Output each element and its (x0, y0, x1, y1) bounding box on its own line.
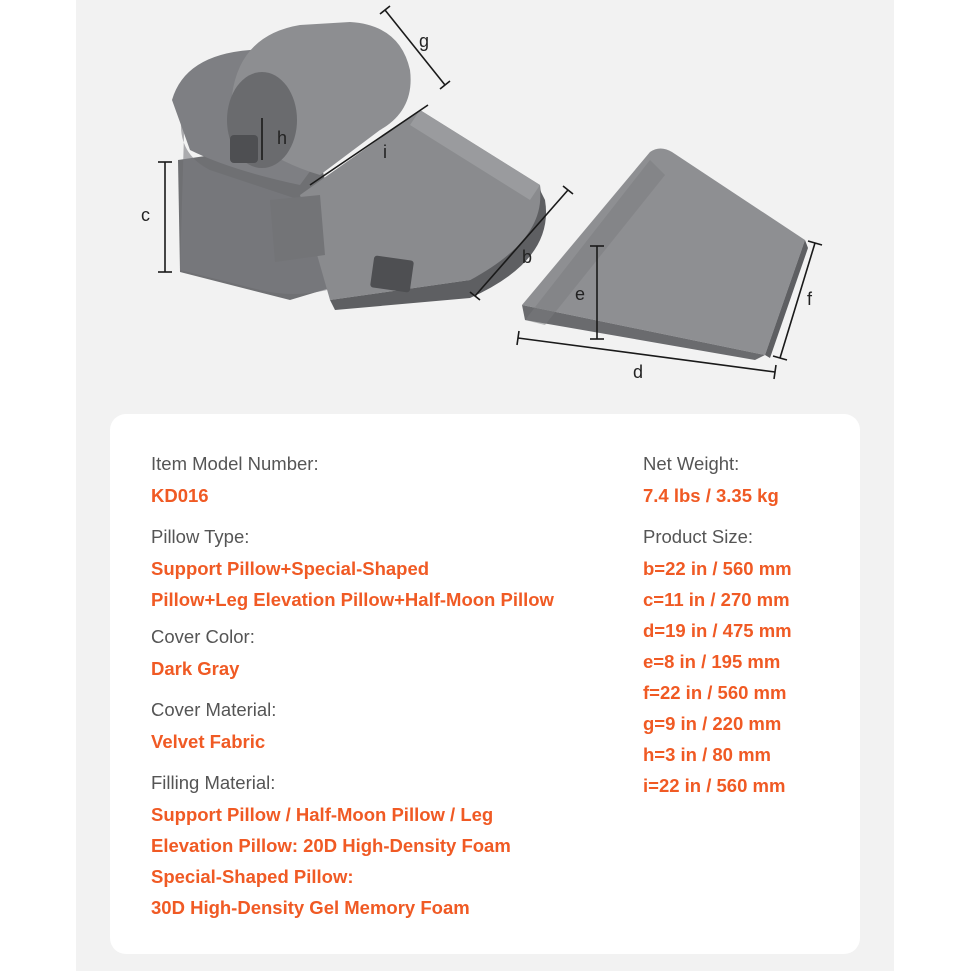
filling-material-value (151, 799, 621, 923)
dim-label-b: b (522, 247, 533, 267)
pillow-type-value (151, 553, 621, 615)
dim-label-g: g (419, 31, 430, 51)
size-i: i=22 in / 560 mm (643, 775, 786, 796)
cover-color-label: Cover Color: (151, 626, 255, 647)
dim-label-f: f (807, 289, 813, 309)
size-h: h=3 in / 80 mm (643, 744, 772, 765)
dim-label-d: d (633, 362, 644, 382)
filling-line: Support Pillow / Half-Moon Pillow / Leg (151, 804, 494, 825)
cover-material-label: Cover Material: (151, 699, 277, 720)
pillow-type-line: Support Pillow+Special-Shaped (151, 558, 430, 579)
size-b: b=22 in / 560 mm (643, 558, 792, 579)
specs-left-column (151, 452, 621, 937)
size-e: e=8 in / 195 mm (643, 651, 781, 672)
size-g: g=9 in / 220 mm (643, 713, 782, 734)
filling-line: Special-Shaped Pillow: (151, 866, 354, 887)
filling-line: Elevation Pillow: 20D High-Density Foam (151, 835, 511, 856)
specifications-card (110, 414, 860, 954)
specs-right-column (643, 452, 843, 815)
cover-material-value: Velvet Fabric (151, 731, 266, 752)
net-weight-label: Net Weight: (643, 453, 740, 474)
support-pillow-set-image (172, 22, 546, 310)
model-number-label: Item Model Number: (151, 453, 319, 474)
dim-label-h: h (277, 128, 288, 148)
size-f: f=22 in / 560 mm (643, 682, 787, 703)
dim-label-i: i (383, 142, 387, 162)
size-d: d=19 in / 475 mm (643, 620, 792, 641)
dim-label-c: c (141, 205, 150, 225)
wedge-pillow-image (522, 149, 808, 361)
pillow-type-label: Pillow Type: (151, 526, 250, 547)
pillow-dimension-diagram (0, 0, 970, 410)
pillow-type-line: Pillow+Leg Elevation Pillow+Half-Moon Pillow (151, 589, 554, 610)
filling-line: 30D High-Density Gel Memory Foam (151, 897, 470, 918)
model-number-value: KD016 (151, 485, 209, 506)
product-size-value (643, 553, 843, 801)
filling-material-label: Filling Material: (151, 772, 276, 793)
size-c: c=11 in / 270 mm (643, 589, 790, 610)
cover-color-value: Dark Gray (151, 658, 240, 679)
product-size-label: Product Size: (643, 526, 754, 547)
dim-label-e: e (575, 284, 586, 304)
net-weight-value: 7.4 lbs / 3.35 kg (643, 485, 779, 506)
